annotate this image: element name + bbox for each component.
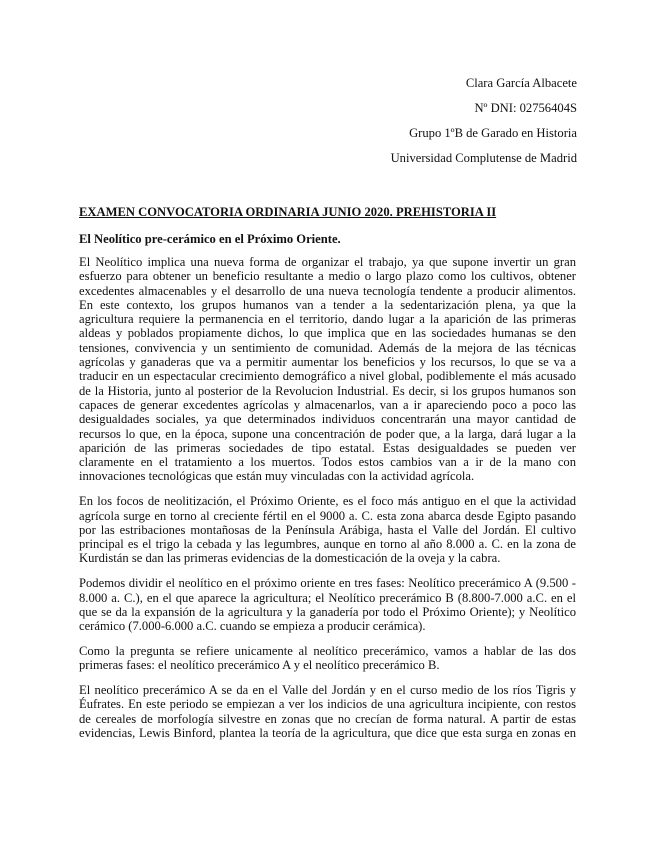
paragraph (79, 494, 576, 565)
text-line: primeras fases: el neolítico precerámico A y el neolítico precerámico B. (79, 658, 440, 673)
text-line: Podemos dividir el neolítico en el próximo oriente en tres fases: Neolítico precerámico A (9.500 - (79, 576, 576, 591)
text-line: cerámico (7.000-6.000 a.C. cuando se empieza a producir cerámica). (79, 619, 426, 634)
text-line: de cereales de morfología silvestre en zonas que no crecían de forma natural. A partir de estas (79, 711, 576, 726)
author-dni: Nº DNI: 02756404S (474, 101, 577, 115)
text-line: Éufrates. En este periodo se empiezan a ver los indicios de una agricultura incipiente, con restos (79, 697, 576, 712)
paragraph (79, 683, 576, 740)
text-line: tensiones, convivencia y un sentimiento de comunidad. Además de la mejora de las técnicas (79, 340, 576, 355)
author-group: Grupo 1ºB de Garado en Historia (409, 126, 577, 140)
text-line: aldeas y poblados propiamente dichos, lo que implica que en las sociedades humanas se den (79, 326, 576, 341)
text-line: innovaciones tecnológicas que están muy vinculadas con la actividad agrícola. (79, 469, 475, 484)
text-line: de la Historia, junto al posterior de la Revolucion Industrial. Es decir, si los grupos humanos son (79, 383, 576, 398)
paragraph (79, 644, 576, 673)
text-line: 8.000 a. C.), en el que aparece la agricultura; el Neolítico precerámico B (8.800-7.000 a.C. en el (79, 590, 576, 605)
author-university: Universidad Complutense de Madrid (390, 151, 577, 165)
text-line: El neolítico precerámico A se da en el Valle del Jordán y en el curso medio de los ríos Tigris y (79, 683, 576, 698)
author-name: Clara García Albacete (465, 76, 577, 90)
paragraph (79, 255, 576, 484)
paragraph (79, 576, 576, 633)
text-line: por las estribaciones montañosas de la Península Arábiga, hasta el Valle del Jordán. El cultivo (79, 522, 576, 537)
document-body (79, 255, 576, 751)
text-line: agrícola surge en torno al creciente fértil en el 9000 a. C. esta zona abarca desde Egipto pasando (79, 508, 576, 523)
text-line: claramente en el tratamiento a los muertos. Todos estos cambios van a ir de la mano con (79, 455, 576, 470)
text-line: Kurdistán se dan las primeras evidencias de la domesticación de la oveja y la cabra. (79, 551, 501, 566)
text-line: Como la pregunta se refiere unicamente al neolítico precerámico, vamos a hablar de las dos (79, 643, 576, 658)
text-line: principal es el trigo la cebada y las legumbres, aunque en torno al año 8.000 a. C. en la zona de (79, 537, 576, 552)
text-line: que se da la expansión de la agricultura y la ganadería por todo el Próximo Oriente); y Neolítico (79, 604, 576, 619)
exam-title: EXAMEN CONVOCATORIA ORDINARIA JUNIO 2020. PREHISTORIA II (79, 205, 497, 219)
text-line: aparición de las primeras sociedades de tipo estatal. Estas desigualdades se pueden ver (79, 440, 576, 455)
text-line: agrícolas y ganaderas que va a permitir aumentar los beneficios y los recursos, lo que se va a (79, 355, 576, 370)
text-line: recursos lo que, en la época, supone una concentración de poder que, a la larga, dará lugar a la (79, 426, 576, 441)
text-line: evidencias, Lewis Binford, plantea la teoría de la agricultura, que dice que esta surga en zonas en (79, 725, 576, 740)
text-line: En este contexto, los grupos humanos van a tender a la sedentarización plena, ya que la (79, 297, 576, 312)
text-line: capaces de generar excedentes agrícolas y almacenarlos, van a ir apareciendo poco a poco las (79, 397, 576, 412)
text-line: excedentes almacenables y el desarrollo de una nueva tecnología tendente a producir alimentos. (79, 283, 576, 298)
question-heading: El Neolítico pre-cerámico en el Próximo Oriente. (79, 232, 341, 246)
text-line: El Neolítico implica una nueva forma de organizar el trabajo, ya que supone invertir un gran (79, 255, 576, 269)
text-line: traducir en un espectacular crecimiento demográfico a nivel global, podiblemente el más acusado (79, 369, 576, 384)
text-line: En los focos de neolitización, el Próximo Oriente, es el foco más antiguo en el que la actividad (79, 494, 576, 509)
text-line: agricultura requiere la permanencia en el territorio, dando lugar a la aparición de las primeras (79, 312, 576, 327)
text-line: esfuerzo para obtener un beneficio resultante a medio o largo plazo como los cultivos, obtener (79, 269, 576, 284)
text-line: desigualdades sociales, ya que determinados individuos concentrarán una mayor cantidad de (79, 412, 576, 427)
